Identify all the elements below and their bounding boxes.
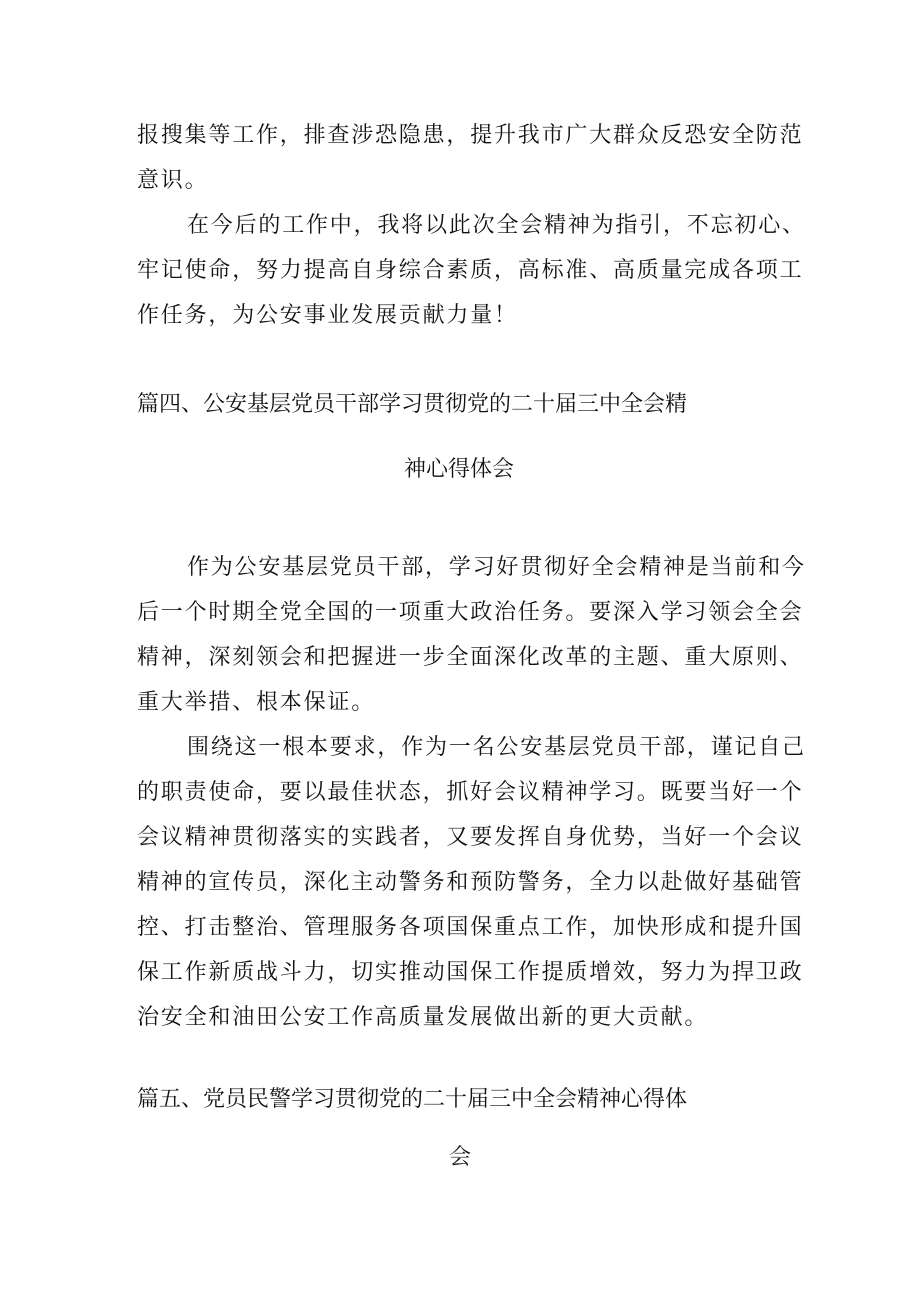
section-heading-continued: 神心得体会 [404, 457, 515, 482]
paragraph-line: 意识。 [137, 168, 209, 193]
section-heading: 篇五、党员民警学习贯彻党的二十届三中全会精神心得体 [137, 1087, 688, 1112]
paragraph-line: 作任务，为公安事业发展贡献力量！ [137, 303, 518, 328]
paragraph-line: 精神的宣传员，深化主动警务和预防警务，全力以赴做好基础管 [137, 870, 804, 895]
paragraph-line: 在今后的工作中，我将以此次全会精神为指引，不忘初心、 [187, 213, 806, 238]
paragraph-line: 重大举措、根本保证。 [137, 690, 376, 715]
section-heading: 篇四、公安基层党员干部学习贯彻党的二十届三中全会精 [137, 392, 688, 417]
paragraph-line: 报搜集等工作，排查涉恐隐患，提升我市广大群众反恐安全防范 [137, 123, 804, 148]
paragraph-line: 治安全和油田公安工作高质量发展做出新的更大贡献。 [137, 1005, 709, 1030]
section-heading-continued: 会 [449, 1145, 472, 1170]
paragraph-line: 的职责使命，要以最佳状态，抓好会议精神学习。既要当好一个 [137, 780, 804, 805]
paragraph-line: 围绕这一根本要求，作为一名公安基层党员干部，谨记自己 [187, 735, 806, 760]
paragraph-line: 保工作新质战斗力，切实推动国保工作提质增效，努力为捍卫政 [137, 960, 804, 985]
paragraph-line: 牢记使命，努力提高自身综合素质，高标准、高质量完成各项工 [137, 258, 804, 283]
paragraph-line: 会议精神贯彻落实的实践者，又要发挥自身优势，当好一个会议 [137, 825, 804, 850]
paragraph-line: 后一个时期全党全国的一项重大政治任务。要深入学习领会全会 [137, 600, 804, 625]
paragraph-line: 控、打击整治、管理服务各项国保重点工作，加快形成和提升国 [137, 915, 804, 940]
paragraph-line: 精神，深刻领会和把握进一步全面深化改革的主题、重大原则、 [137, 645, 804, 670]
paragraph-line: 作为公安基层党员干部，学习好贯彻好全会精神是当前和今 [187, 555, 806, 580]
